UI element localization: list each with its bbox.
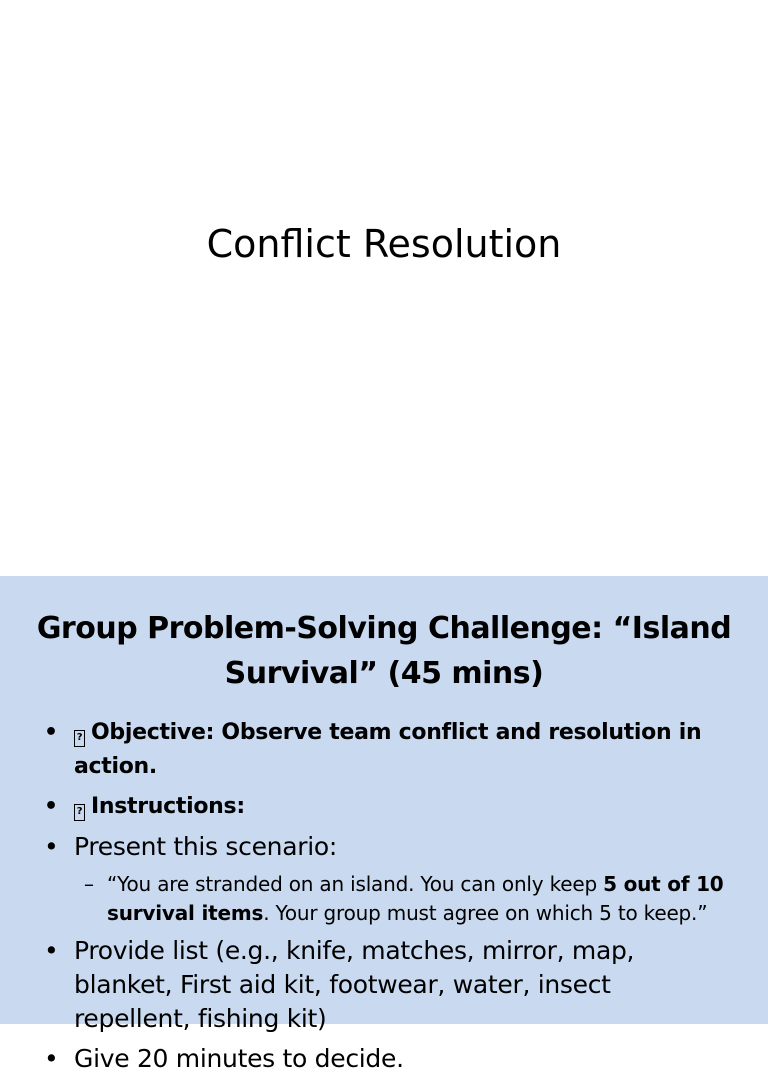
scenario-text-part1: “You are stranded on an island. You can only keep <box>107 872 604 896</box>
scenario-text-bold: 5 out of 10 survival items <box>107 872 724 925</box>
bullet-provide-list <box>44 934 734 1036</box>
bullet-present-text: Present this scenario: <box>74 832 337 861</box>
bullet-instructions-text: Instructions: <box>91 794 245 819</box>
bullet-instructions <box>44 790 734 824</box>
bullet-objective-text: Objective: Observe team conflict and resolution in action. <box>74 720 702 779</box>
bullet-give-text: Give 20 minutes to decide. <box>74 1044 404 1073</box>
bullet-objective <box>44 716 734 784</box>
missing-glyph-icon: ? <box>74 804 85 821</box>
sub-bullet-scenario <box>44 870 734 928</box>
bullet-provide-text: Provide list (e.g., knife, matches, mirror, map, blanket, First aid kit, footwear, water, insect repellent, fishing kit) <box>74 936 635 1033</box>
slide-activity <box>0 576 768 1073</box>
missing-glyph-icon: ? <box>74 730 85 747</box>
scenario-text-part2: . Your group must agree on which 5 to keep.” <box>263 901 708 925</box>
bullet-list <box>44 716 734 1082</box>
slide-activity-heading: Group Problem-Solving Challenge: “Island Survival” (45 mins) <box>36 611 732 691</box>
bullet-present-scenario <box>44 830 734 864</box>
bullet-give-time <box>44 1042 734 1076</box>
slide-title-heading: Conflict Resolution <box>206 222 562 266</box>
